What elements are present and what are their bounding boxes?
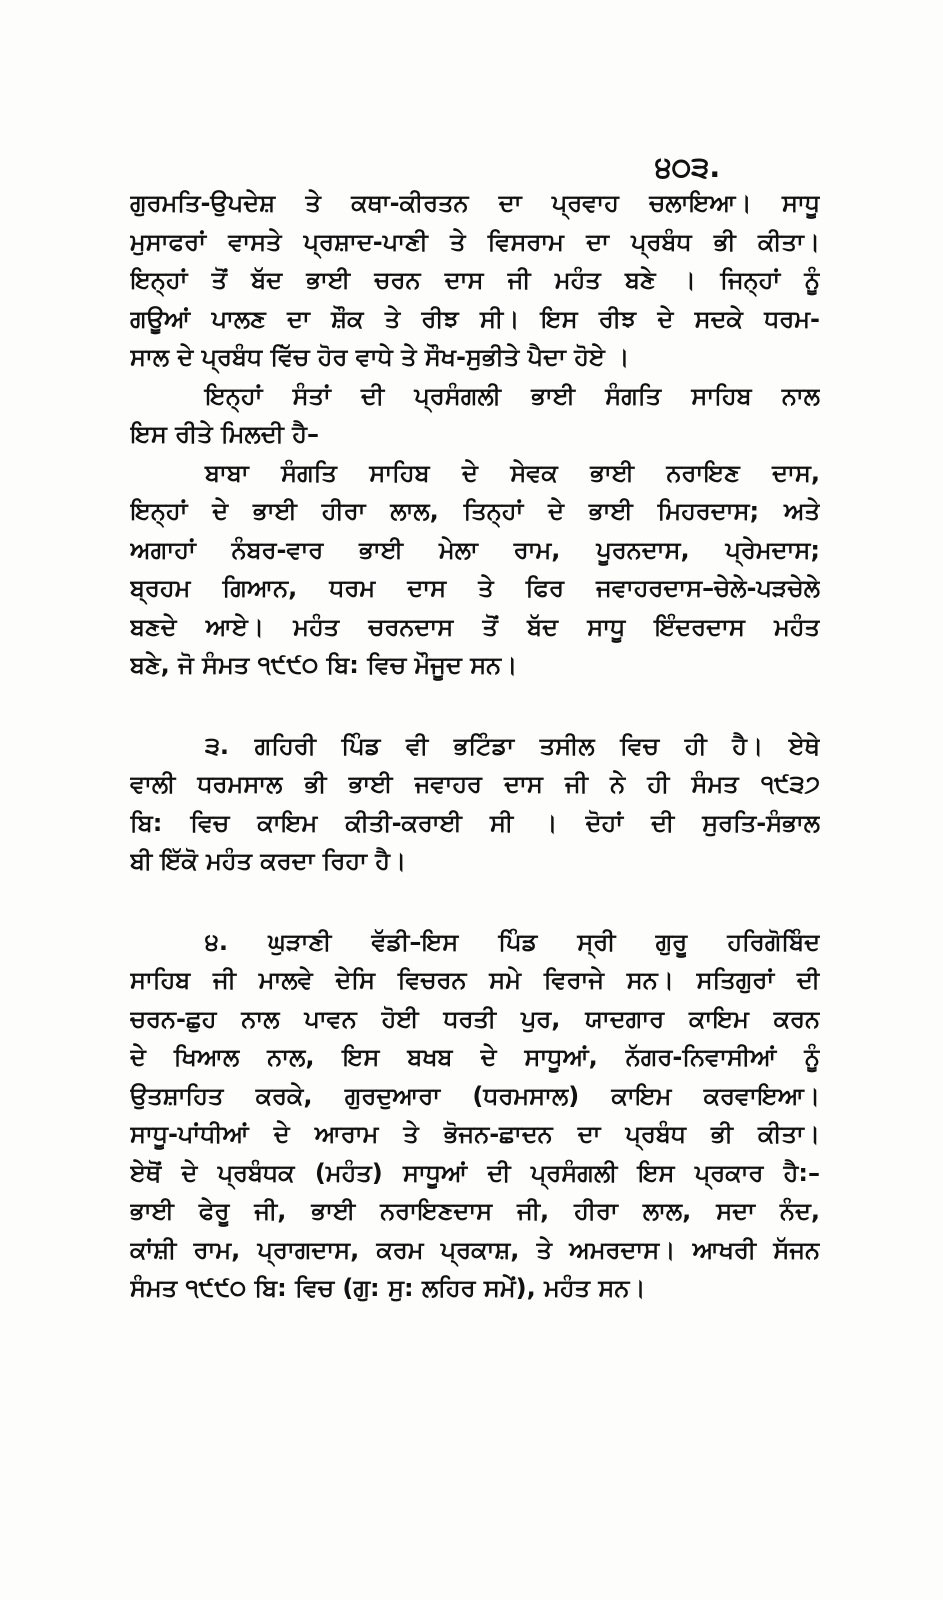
page-number: ੪੦੩. (655, 150, 721, 184)
text-line: ਇਨ੍ਹਾਂ ਤੋਂ ਬੱਦ ਭਾਈ ਚਰਨ ਦਾਸ ਜੀ ਮਹੰਤ ਬਣੇ । ਜਿਨ੍ਹਾਂ ਨੂੰ (130, 266, 820, 294)
text-line: ੩. ਗਹਿਰੀ ਪਿੰਡ ਵੀ ਭਟਿੰਡਾ ਤਸੀਲ ਵਿਚ ਹੀ ਹੈ। ਏਥੇ (205, 731, 820, 760)
text-line: ਸੰਮਤ ੧੯੯੦ ਬਿ: ਵਿਚ (ਗੁ: ਸੁ: ਲਹਿਰ ਸਮੇਂ), ਮਹੰਤ ਸਨ। (130, 1274, 646, 1302)
text-line: ਮੁਸਾਫਰਾਂ ਵਾਸਤੇ ਪ੍ਰਸ਼ਾਦ-ਪਾਣੀ ਤੇ ਵਿਸਰਾਮ ਦਾ ਪ੍ਰਬੰਧ ਭੀ ਕੀਤਾ। (130, 227, 820, 256)
section-4-ghurani-vaddi (130, 923, 820, 1308)
text-line: ਬਾਬਾ ਸੰਗਤਿ ਸਾਹਿਬ ਦੇ ਸੇਵਕ ਭਾਈ ਨਰਾਇਣ ਦਾਸ, (205, 458, 820, 487)
text-line: ਸਾਲ ਦੇ ਪ੍ਰਬੰਧ ਵਿੱਚ ਹੋਰ ਵਾਧੇ ਤੇ ਸੌਖ-ਸੁਭੀਤੇ ਪੈਦਾ ਹੋਏ । (130, 343, 630, 371)
section-gap (130, 881, 820, 923)
text-line: ਇਨ੍ਹਾਂ ਦੇ ਭਾਈ ਹੀਰਾ ਲਾਲ, ਤਿਨ੍ਹਾਂ ਦੇ ਭਾਈ ਮਿਹਰਦਾਸ; ਅਤੇ (130, 497, 820, 525)
text-line: ਏਥੋਂ ਦੇ ਪ੍ਰਬੰਧਕ (ਮਹੰਤ) ਸਾਧੂਆਂ ਦੀ ਪ੍ਰਸੰਗਲੀ ਇਸ ਪ੍ਰਕਾਰ ਹੈ:– (130, 1158, 820, 1187)
text-line: ਬਣੇ, ਜੋ ਸੰਮਤ ੧੯੯੦ ਬਿ: ਵਿਚ ਮੌਜੂਦ ਸਨ। (130, 651, 518, 679)
section-gap (130, 685, 820, 727)
text-line: ਅਗਾਹਾਂ ਨੰਬਰ-ਵਾਰ ਭਾਈ ਮੇਲਾ ਰਾਮ, ਪੂਰਨਦਾਸ, ਪ੍ਰੇਮਦਾਸ; (130, 535, 820, 564)
text-line: ਕਾਂਸ਼ੀ ਰਾਮ, ਪ੍ਰਾਗਦਾਸ, ਕਰਮ ਪ੍ਰਕਾਸ਼, ਤੇ ਅਮਰਦਾਸ। ਆਖਰੀ ਸੱਜਨ (130, 1235, 820, 1264)
text-line: ਇਨ੍ਹਾਂ ਸੰਤਾਂ ਦੀ ਪ੍ਰਸੰਗਲੀ ਭਾਈ ਸੰਗਤਿ ਸਾਹਿਬ ਨਾਲ (205, 381, 820, 410)
text-line: ਬੀ ਇੱਕੋ ਮਹੰਤ ਕਰਦਾ ਰਿਹਾ ਹੈ। (130, 847, 407, 875)
paragraph-3 (130, 454, 820, 685)
text-line: ਗਊਆਂ ਪਾਲਣ ਦਾ ਸ਼ੌਕ ਤੇ ਰੀਝ ਸੀ। ਇਸ ਰੀਝ ਦੇ ਸਦਕੇ ਧਰਮ- (130, 304, 820, 333)
text-line: ਗੁਰਮਤਿ-ਉਪਦੇਸ਼ ਤੇ ਕਥਾ-ਕੀਰਤਨ ਦਾ ਪ੍ਰਵਾਹ ਚਲਾਇਆ। ਸਾਧੂ (130, 189, 820, 217)
text-line: ਇਸ ਰੀਤੇ ਮਿਲਦੀ ਹੈ– (130, 420, 319, 448)
paragraph-1 (130, 184, 820, 377)
text-line: ਬਣਦੇ ਆਏ। ਮਹੰਤ ਚਰਨਦਾਸ ਤੋਂ ਬੱਦ ਸਾਧੂ ਇੰਦਰਦਾਸ ਮਹੰਤ (130, 612, 820, 641)
text-line: ਉਤਸ਼ਾਹਿਤ ਕਰਕੇ, ਗੁਰਦੁਆਰਾ (ਧਰਮਸਾਲ) ਕਾਇਮ ਕਰਵਾਇਆ। (130, 1081, 820, 1110)
page-body (130, 184, 820, 1308)
text-line: ਸਾਹਿਬ ਜੀ ਮਾਲਵੇ ਦੇਸਿ ਵਿਚਰਨ ਸਮੇ ਵਿਰਾਜੇ ਸਨ। ਸਤਿਗੁਰਾਂ ਦੀ (130, 966, 820, 994)
text-line: ਚਰਨ-ਛੁਹ ਨਾਲ ਪਾਵਨ ਹੋਈ ਧਰਤੀ ਪੁਰ, ਯਾਦਗਾਰ ਕਾਇਮ ਕਰਨ (130, 1004, 820, 1033)
text-line: ਬ੍ਰਹਮ ਗਿਆਨ, ਧਰਮ ਦਾਸ ਤੇ ਫਿਰ ਜਵਾਹਰਦਾਸ–ਚੇਲੇ-ਪੜਚੇਲੇ (130, 574, 820, 602)
text-line: ਵਾਲੀ ਧਰਮਸਾਲ ਭੀ ਭਾਈ ਜਵਾਹਰ ਦਾਸ ਜੀ ਨੇ ਹੀ ਸੰਮਤ ੧੯੩੭ (130, 770, 820, 798)
text-line: ਬਿ: ਵਿਚ ਕਾਇਮ ਕੀਤੀ-ਕਰਾਈ ਸੀ । ਦੋਹਾਂ ਦੀ ਸੁਰਤਿ-ਸੰਭਾਲ (130, 808, 820, 837)
text-line: ਦੇ ਖਿਆਲ ਨਾਲ, ਇਸ ਬਖਬ ਦੇ ਸਾਧੂਆਂ, ਨੱਗਰ-ਨਿਵਾਸੀਆਂ ਨੂੰ (130, 1043, 820, 1071)
paragraph-2 (130, 377, 820, 454)
text-line: ਸਾਧੂ-ਪਾਂਧੀਆਂ ਦੇ ਆਰਾਮ ਤੇ ਭੋਜਨ-ਛਾਦਨ ਦਾ ਪ੍ਰਬੰਧ ਭੀ ਕੀਤਾ। (130, 1120, 820, 1148)
text-line: ੪. ਘੁੜਾਣੀ ਵੱਡੀ–ਇਸ ਪਿੰਡ ਸ੍ਰੀ ਗੁਰੂ ਹਰਿਗੋਬਿੰਦ (205, 927, 820, 956)
section-3-gahiri (130, 727, 820, 881)
text-line: ਭਾਈ ਫੇਰੂ ਜੀ, ਭਾਈ ਨਰਾਇਣਦਾਸ ਜੀ, ਹੀਰਾ ਲਾਲ, ਸਦਾ ਨੰਦ, (130, 1197, 820, 1225)
